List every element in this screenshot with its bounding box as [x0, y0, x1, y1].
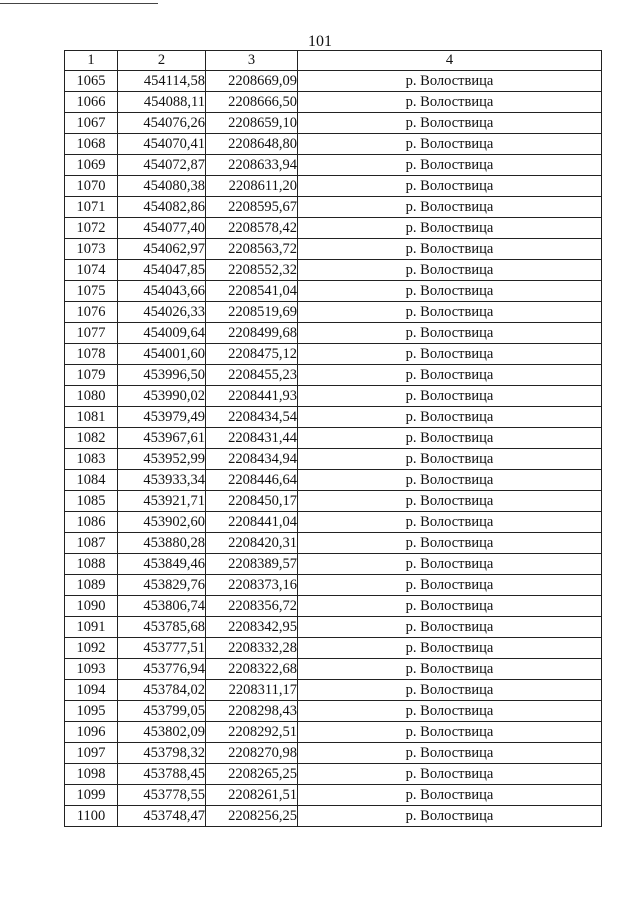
y-coordinate-cell: 2208563,72 [206, 239, 298, 260]
description-cell: р. Волоствица [298, 554, 602, 575]
y-coordinate-cell: 2208441,93 [206, 386, 298, 407]
y-coordinate-cell: 2208578,42 [206, 218, 298, 239]
x-coordinate-cell: 453798,32 [118, 743, 206, 764]
x-coordinate-cell: 453829,76 [118, 575, 206, 596]
point-number-cell: 1068 [65, 134, 118, 155]
table-row [65, 260, 602, 281]
x-coordinate-cell: 454047,85 [118, 260, 206, 281]
y-coordinate-cell: 2208541,04 [206, 281, 298, 302]
y-coordinate-cell: 2208270,98 [206, 743, 298, 764]
point-number-cell: 1079 [65, 365, 118, 386]
corner-rule [0, 3, 158, 4]
description-cell: р. Волоствица [298, 218, 602, 239]
description-cell: р. Волоствица [298, 638, 602, 659]
y-coordinate-cell: 2208434,54 [206, 407, 298, 428]
point-number-cell: 1100 [65, 806, 118, 827]
table-row [65, 386, 602, 407]
x-coordinate-cell: 453849,46 [118, 554, 206, 575]
table-row [65, 155, 602, 176]
description-cell: р. Волоствица [298, 71, 602, 92]
x-coordinate-cell: 453902,60 [118, 512, 206, 533]
y-coordinate-cell: 2208389,57 [206, 554, 298, 575]
table-row [65, 722, 602, 743]
description-cell: р. Волоствица [298, 491, 602, 512]
description-cell: р. Волоствица [298, 302, 602, 323]
point-number-cell: 1095 [65, 701, 118, 722]
table-row [65, 281, 602, 302]
point-number-cell: 1090 [65, 596, 118, 617]
table-row [65, 743, 602, 764]
point-number-cell: 1096 [65, 722, 118, 743]
point-number-cell: 1073 [65, 239, 118, 260]
x-coordinate-cell: 453990,02 [118, 386, 206, 407]
y-coordinate-cell: 2208298,43 [206, 701, 298, 722]
table-row [65, 92, 602, 113]
point-number-cell: 1069 [65, 155, 118, 176]
description-cell: р. Волоствица [298, 596, 602, 617]
description-cell: р. Волоствица [298, 575, 602, 596]
table-row [65, 113, 602, 134]
x-coordinate-cell: 454077,40 [118, 218, 206, 239]
description-cell: р. Волоствица [298, 344, 602, 365]
point-number-cell: 1082 [65, 428, 118, 449]
table-body [65, 71, 602, 827]
description-cell: р. Волоствица [298, 680, 602, 701]
x-coordinate-cell: 454114,58 [118, 71, 206, 92]
point-number-cell: 1071 [65, 197, 118, 218]
y-coordinate-cell: 2208519,69 [206, 302, 298, 323]
point-number-cell: 1076 [65, 302, 118, 323]
table-row [65, 365, 602, 386]
x-coordinate-cell: 454062,97 [118, 239, 206, 260]
y-coordinate-cell: 2208431,44 [206, 428, 298, 449]
table-row [65, 302, 602, 323]
point-number-cell: 1097 [65, 743, 118, 764]
y-coordinate-cell: 2208659,10 [206, 113, 298, 134]
point-number-cell: 1066 [65, 92, 118, 113]
x-coordinate-cell: 453788,45 [118, 764, 206, 785]
x-coordinate-cell: 454088,11 [118, 92, 206, 113]
page-number: 101 [308, 33, 332, 50]
table-row [65, 533, 602, 554]
description-cell: р. Волоствица [298, 260, 602, 281]
point-number-cell: 1094 [65, 680, 118, 701]
x-coordinate-cell: 453777,51 [118, 638, 206, 659]
y-coordinate-cell: 2208434,94 [206, 449, 298, 470]
table-row [65, 344, 602, 365]
table-row [65, 785, 602, 806]
y-coordinate-cell: 2208499,68 [206, 323, 298, 344]
description-cell: р. Волоствица [298, 155, 602, 176]
column-header-3: 3 [206, 51, 298, 71]
description-cell: р. Волоствица [298, 806, 602, 827]
description-cell: р. Волоствица [298, 470, 602, 491]
point-number-cell: 1093 [65, 659, 118, 680]
table-row [65, 659, 602, 680]
table-row [65, 239, 602, 260]
point-number-cell: 1084 [65, 470, 118, 491]
x-coordinate-cell: 453979,49 [118, 407, 206, 428]
x-coordinate-cell: 453921,71 [118, 491, 206, 512]
x-coordinate-cell: 454043,66 [118, 281, 206, 302]
point-number-cell: 1083 [65, 449, 118, 470]
x-coordinate-cell: 453967,61 [118, 428, 206, 449]
y-coordinate-cell: 2208292,51 [206, 722, 298, 743]
table-row [65, 428, 602, 449]
column-header-1: 1 [65, 51, 118, 71]
y-coordinate-cell: 2208633,94 [206, 155, 298, 176]
y-coordinate-cell: 2208595,67 [206, 197, 298, 218]
x-coordinate-cell: 453933,34 [118, 470, 206, 491]
description-cell: р. Волоствица [298, 533, 602, 554]
table-header-row [65, 51, 602, 71]
coordinates-table [64, 50, 602, 827]
y-coordinate-cell: 2208332,28 [206, 638, 298, 659]
y-coordinate-cell: 2208441,04 [206, 512, 298, 533]
x-coordinate-cell: 453996,50 [118, 365, 206, 386]
table-row [65, 701, 602, 722]
point-number-cell: 1065 [65, 71, 118, 92]
description-cell: р. Волоствица [298, 701, 602, 722]
x-coordinate-cell: 454072,87 [118, 155, 206, 176]
y-coordinate-cell: 2208455,23 [206, 365, 298, 386]
point-number-cell: 1077 [65, 323, 118, 344]
description-cell: р. Волоствица [298, 134, 602, 155]
column-header-4: 4 [298, 51, 602, 71]
point-number-cell: 1075 [65, 281, 118, 302]
y-coordinate-cell: 2208311,17 [206, 680, 298, 701]
table-row [65, 218, 602, 239]
description-cell: р. Волоствица [298, 428, 602, 449]
point-number-cell: 1080 [65, 386, 118, 407]
y-coordinate-cell: 2208475,12 [206, 344, 298, 365]
y-coordinate-cell: 2208356,72 [206, 596, 298, 617]
description-cell: р. Волоствица [298, 407, 602, 428]
description-cell: р. Волоствица [298, 113, 602, 134]
point-number-cell: 1092 [65, 638, 118, 659]
point-number-cell: 1070 [65, 176, 118, 197]
y-coordinate-cell: 2208256,25 [206, 806, 298, 827]
description-cell: р. Волоствица [298, 386, 602, 407]
y-coordinate-cell: 2208648,80 [206, 134, 298, 155]
x-coordinate-cell: 454001,60 [118, 344, 206, 365]
y-coordinate-cell: 2208342,95 [206, 617, 298, 638]
y-coordinate-cell: 2208265,25 [206, 764, 298, 785]
point-number-cell: 1088 [65, 554, 118, 575]
point-number-cell: 1087 [65, 533, 118, 554]
point-number-cell: 1078 [65, 344, 118, 365]
description-cell: р. Волоствица [298, 239, 602, 260]
table-row [65, 596, 602, 617]
point-number-cell: 1067 [65, 113, 118, 134]
table-row [65, 806, 602, 827]
y-coordinate-cell: 2208420,31 [206, 533, 298, 554]
point-number-cell: 1091 [65, 617, 118, 638]
x-coordinate-cell: 453778,55 [118, 785, 206, 806]
x-coordinate-cell: 453784,02 [118, 680, 206, 701]
description-cell: р. Волоствица [298, 659, 602, 680]
y-coordinate-cell: 2208450,17 [206, 491, 298, 512]
table-row [65, 176, 602, 197]
x-coordinate-cell: 453776,94 [118, 659, 206, 680]
x-coordinate-cell: 454070,41 [118, 134, 206, 155]
y-coordinate-cell: 2208322,68 [206, 659, 298, 680]
x-coordinate-cell: 454082,86 [118, 197, 206, 218]
table-row [65, 764, 602, 785]
x-coordinate-cell: 453952,99 [118, 449, 206, 470]
x-coordinate-cell: 453799,05 [118, 701, 206, 722]
description-cell: р. Волоствица [298, 512, 602, 533]
table-row [65, 491, 602, 512]
y-coordinate-cell: 2208666,50 [206, 92, 298, 113]
x-coordinate-cell: 453785,68 [118, 617, 206, 638]
table-row [65, 617, 602, 638]
y-coordinate-cell: 2208446,64 [206, 470, 298, 491]
table-row [65, 470, 602, 491]
description-cell: р. Волоствица [298, 764, 602, 785]
description-cell: р. Волоствица [298, 743, 602, 764]
point-number-cell: 1085 [65, 491, 118, 512]
table-row [65, 407, 602, 428]
x-coordinate-cell: 453748,47 [118, 806, 206, 827]
description-cell: р. Волоствица [298, 722, 602, 743]
y-coordinate-cell: 2208669,09 [206, 71, 298, 92]
table-row [65, 449, 602, 470]
table-row [65, 197, 602, 218]
table-row [65, 680, 602, 701]
description-cell: р. Волоствица [298, 323, 602, 344]
x-coordinate-cell: 453806,74 [118, 596, 206, 617]
point-number-cell: 1072 [65, 218, 118, 239]
table-row [65, 512, 602, 533]
description-cell: р. Волоствица [298, 449, 602, 470]
point-number-cell: 1086 [65, 512, 118, 533]
x-coordinate-cell: 454080,38 [118, 176, 206, 197]
y-coordinate-cell: 2208261,51 [206, 785, 298, 806]
point-number-cell: 1098 [65, 764, 118, 785]
description-cell: р. Волоствица [298, 176, 602, 197]
table-row [65, 134, 602, 155]
y-coordinate-cell: 2208373,16 [206, 575, 298, 596]
table-row [65, 71, 602, 92]
table-row [65, 575, 602, 596]
x-coordinate-cell: 454026,33 [118, 302, 206, 323]
y-coordinate-cell: 2208611,20 [206, 176, 298, 197]
table-row [65, 638, 602, 659]
description-cell: р. Волоствица [298, 197, 602, 218]
point-number-cell: 1081 [65, 407, 118, 428]
y-coordinate-cell: 2208552,32 [206, 260, 298, 281]
point-number-cell: 1089 [65, 575, 118, 596]
x-coordinate-cell: 453880,28 [118, 533, 206, 554]
x-coordinate-cell: 453802,09 [118, 722, 206, 743]
x-coordinate-cell: 454009,64 [118, 323, 206, 344]
description-cell: р. Волоствица [298, 365, 602, 386]
description-cell: р. Волоствица [298, 617, 602, 638]
point-number-cell: 1099 [65, 785, 118, 806]
x-coordinate-cell: 454076,26 [118, 113, 206, 134]
table-row [65, 554, 602, 575]
point-number-cell: 1074 [65, 260, 118, 281]
column-header-2: 2 [118, 51, 206, 71]
table-row [65, 323, 602, 344]
description-cell: р. Волоствица [298, 785, 602, 806]
description-cell: р. Волоствица [298, 92, 602, 113]
description-cell: р. Волоствица [298, 281, 602, 302]
